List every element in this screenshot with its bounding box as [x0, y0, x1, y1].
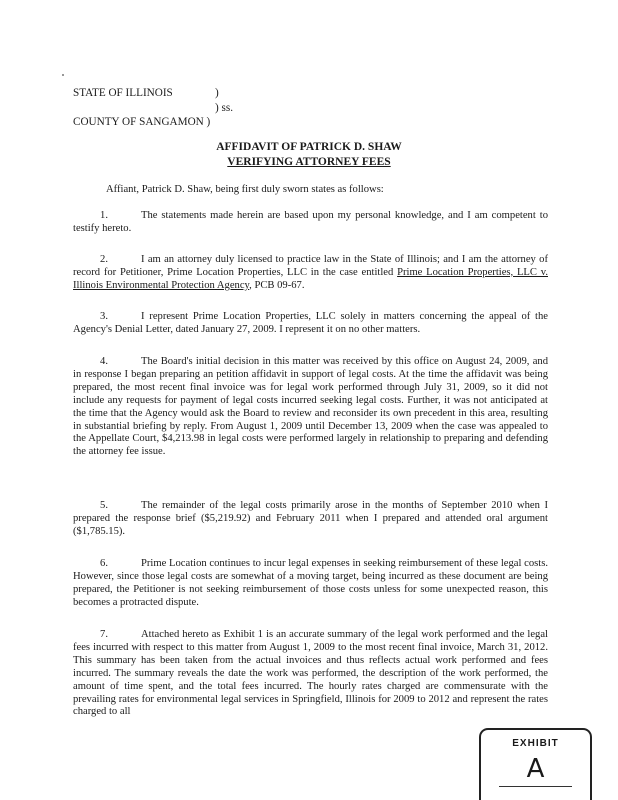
paragraph-3 — [73, 311, 548, 337]
paragraph-number: 4. — [100, 356, 108, 367]
document-subtitle: VERIFYING ATTORNEY FEES — [227, 156, 391, 168]
exhibit-sticker — [479, 728, 592, 800]
paragraph-text: The statements made herein are based upon my personal knowledge, and I am competent to testify hereto. — [73, 210, 548, 234]
exhibit-letter: A — [526, 754, 545, 784]
intro-line — [73, 184, 548, 197]
paragraph-6 — [73, 558, 548, 610]
case-caption — [73, 86, 234, 130]
paragraph-text-end: , PCB 09-67. — [249, 279, 305, 291]
scan-speck — [62, 74, 64, 76]
paragraph-7 — [73, 629, 548, 719]
paragraph-1 — [73, 210, 548, 236]
paragraph-number: 2. — [100, 254, 108, 265]
paragraph-text: I represent Prime Location Properties, LLC solely in matters concerning the appeal of the Agency's Denial Letter, dated January 27, 2009. I represent it on no other matters. — [73, 311, 548, 335]
paragraph-text: The Board's initial decision in this matter was received by this office on August 24, 2009, and in response I began preparing an petition affidavit in support of legal costs. At the time the affidavit was being prepared, the most recent final invoice was for legal work performed through July 31, 2009, so it did not include any requests for payment of legal costs incurred seeking legal costs. Further, it was not anticipated at the time that the Agency would ask the Board to review and reconsider its own precedent in this area, resulting in substantial briefing by reply. From August 1, 2009 until December 13, 2009 when the case was appealed to the Appellate Court, $4,213.98 in legal costs were performed largely in relationship to preparing and defending the attorney fee issue. — [73, 356, 548, 458]
paragraph-5 — [73, 500, 548, 539]
paragraph-4 — [73, 356, 548, 459]
document-title: AFFIDAVIT OF PATRICK D. SHAW — [216, 141, 402, 153]
caption-ss-row — [73, 101, 234, 116]
paragraph-text: I am an attorney duly licensed to practice law in the State of Illinois; and I am the attorney of record for Petitioner, Prime Location Properties, LLC in the case entitled — [73, 254, 548, 278]
paragraph-text: The remainder of the legal costs primarily arose in the months of September 2010 when I prepared the response brief ($5,219.92) and February 2011 when I prepared and attended oral argument ($1,785.15). — [73, 500, 548, 537]
caption-ss: ) ss. — [215, 101, 234, 114]
caption-paren-1: ) — [215, 87, 219, 99]
caption-county: COUNTY OF SANGAMON — [73, 116, 204, 128]
paragraph-number: 1. — [100, 210, 108, 221]
paragraph-2 — [73, 254, 548, 293]
caption-county-row — [73, 115, 210, 130]
intro-text: Affiant, Patrick D. Shaw, being first duly sworn states as follows: — [106, 184, 384, 195]
caption-state-row — [73, 86, 219, 101]
paragraph-number: 6. — [100, 558, 108, 569]
caption-state: STATE OF ILLINOIS — [73, 87, 173, 99]
caption-paren-3: ) — [206, 116, 211, 128]
paragraph-text: Attached hereto as Exhibit 1 is an accurate summary of the legal work performed and the legal fees incurred with respect to this matter from August 1, 2009 to the most recent final invoice, March 31, 2012. This summary has been taken from the actual invoices and thus reflects actual work performed and fees incurred. The summary reveals the date the work was performed, the description of the work performed, the amount of time spent, and the total fees incurred. The hourly rates charged are commensurate with the prevailing rates for environmental legal services in Springfield, Illinois for 2009 to 2012 and represent the rates charged to all — [73, 629, 548, 718]
paragraph-text: Prime Location continues to incur legal expenses in seeking reimbursement of these legal costs. However, since those legal costs are somewhat of a moving target, being incurred as these document are being prepared, the Petitioner is not seeking reimbursement of those costs unless for some unexpected reason, this becomes a protracted dispute. — [73, 558, 548, 608]
paragraph-number: 3. — [100, 311, 108, 322]
exhibit-label: EXHIBIT — [512, 738, 559, 749]
exhibit-underline — [499, 786, 572, 787]
case-name: Prime Location Properties, LLC v. Illinois Environmental Protection Agency — [73, 266, 548, 291]
paragraph-number: 5. — [100, 500, 108, 511]
paragraph-number: 7. — [100, 629, 108, 640]
